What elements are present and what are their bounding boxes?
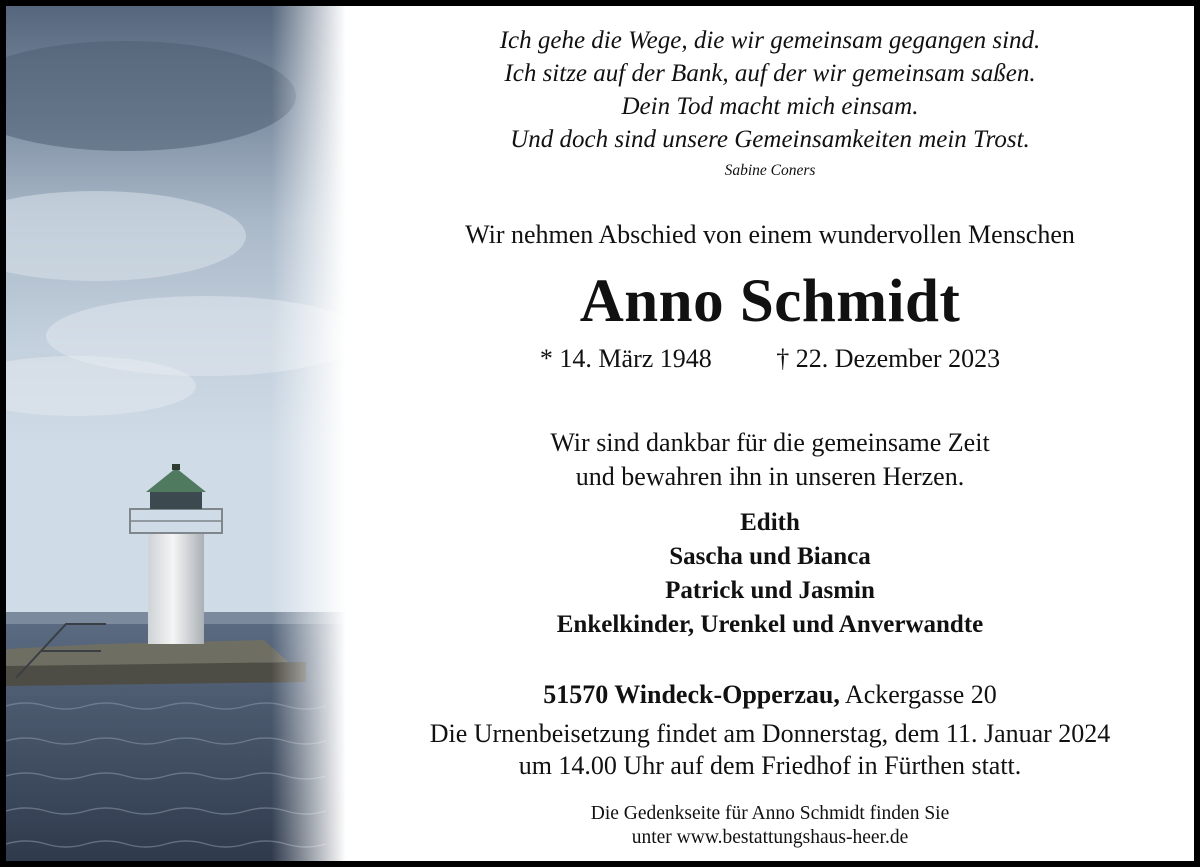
memorial-url: unter www.bestattungshaus-heer.de [631, 827, 909, 848]
service-line: um 14.00 Uhr auf dem Friedhof in Fürthen statt. [518, 751, 1022, 780]
obituary-text [346, 6, 1194, 861]
death-date: † 22. Dezember 2023 [776, 344, 1001, 373]
memorial-line: Die Gedenkseite für Anno Schmidt finden Sie [590, 803, 950, 824]
address [346, 678, 1194, 712]
lighthouse-photo [6, 6, 346, 861]
farewell-line: Wir nehmen Abschied von einem wundervollen Menschen [465, 220, 1075, 249]
deceased-name: Anno Schmidt [579, 268, 961, 335]
poem-line: Ich gehe die Wege, die wir gemeinsam gegangen sind. [499, 27, 1041, 54]
mourner: Sascha und Bianca [669, 543, 871, 570]
gratitude-line: Wir sind dankbar für die gemeinsame Zeit [550, 428, 990, 457]
birth-date: * 14. März 1948 [539, 344, 712, 373]
service-info [346, 718, 1194, 782]
memorial-page-note [346, 802, 1194, 850]
poem-line: Und doch sind unsere Gemeinsamkeiten mein Trost. [510, 126, 1030, 153]
gratitude-line: und bewahren ihn in unseren Herzen. [575, 462, 965, 491]
poem [346, 24, 1194, 182]
gratitude-text [346, 426, 1194, 494]
poem-author: Sabine Coners [724, 162, 816, 179]
poem-line: Ich sitze auf der Bank, auf der wir gemeinsam saßen. [504, 60, 1036, 87]
life-dates [346, 342, 1194, 376]
mourner: Enkelkinder, Urenkel und Anverwandte [556, 611, 984, 638]
address-street: Ackergasse 20 [844, 680, 997, 709]
mourner: Patrick und Jasmin [665, 577, 875, 604]
service-line: Die Urnenbeisetzung findet am Donnerstag, dem 11. Januar 2024 [429, 719, 1111, 748]
mourners-list [346, 506, 1194, 642]
mourner: Edith [740, 509, 800, 536]
poem-line: Dein Tod macht mich einsam. [621, 93, 919, 120]
obituary-card [6, 6, 1194, 861]
address-city: 51570 Windeck-Opperzau, [543, 680, 840, 709]
